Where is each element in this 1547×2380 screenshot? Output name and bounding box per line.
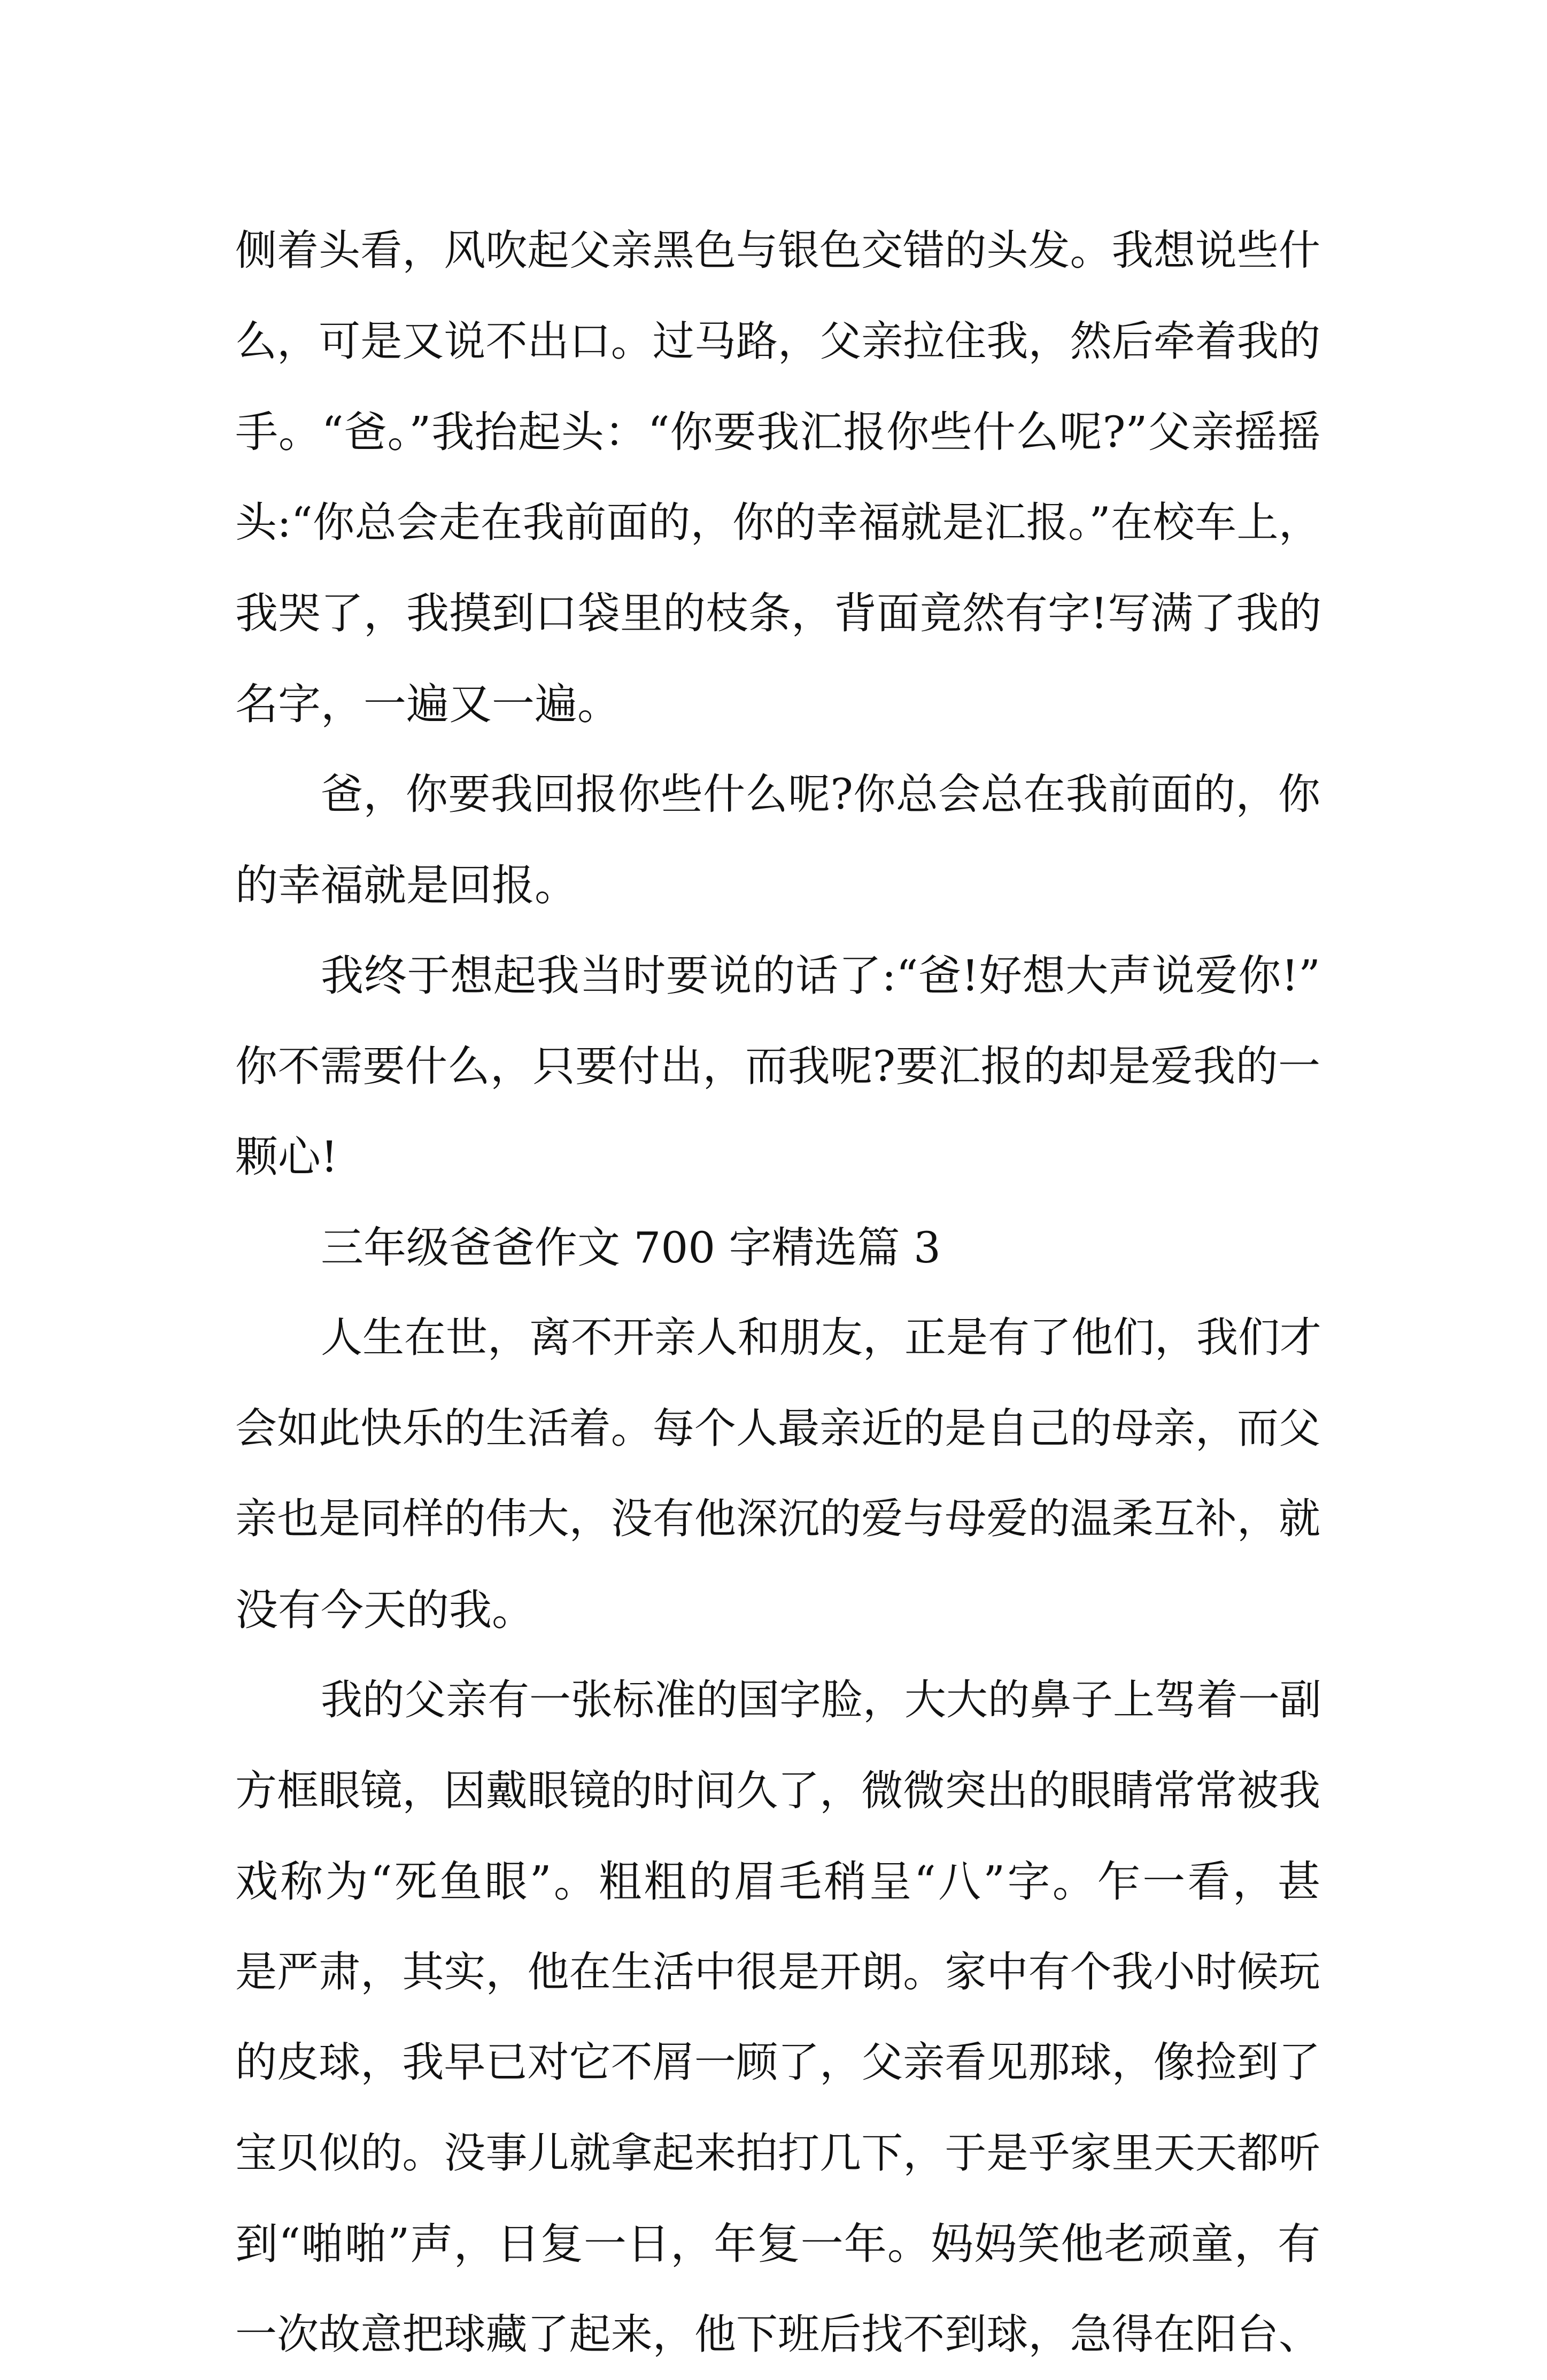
text-line: 一次故意把球藏了起来，他下班后找不到球，急得在阳台、 [235, 2290, 1320, 2380]
text-line: 么，可是又说不出口。过马路，父亲拉住我，然后牵着我的 [235, 297, 1320, 387]
text-line: 名字，一遍又一遍。 [235, 659, 1320, 750]
text-line: 方框眼镜，因戴眼镜的时间久了，微微突出的眼睛常常被我 [235, 1746, 1320, 1837]
text-line: 颗心! [235, 1112, 1320, 1203]
text-line: 的幸福就是回报。 [235, 840, 1320, 931]
text-line: 侧着头看，风吹起父亲黑色与银色交错的头发。我想说些什 [235, 206, 1320, 297]
text-line: 你不需要什么，只要付出，而我呢?要汇报的却是爱我的一 [235, 1021, 1320, 1112]
text-line: 会如此快乐的生活着。每个人最亲近的是自己的母亲，而父 [235, 1384, 1320, 1475]
text-line: 爸，你要我回报你些什么呢?你总会总在我前面的，你 [235, 749, 1320, 840]
text-line: 手。“爸。”我抬起头：“你要我汇报你些什么呢?”父亲摇摇 [235, 387, 1320, 478]
text-line: 头:“你总会走在我前面的，你的幸福就是汇报。”在校车上， [235, 478, 1320, 569]
document-body [235, 206, 1320, 2380]
text-line: 人生在世，离不开亲人和朋友，正是有了他们，我们才 [235, 1293, 1320, 1384]
text-line: 我终于想起我当时要说的话了:“爸!好想大声说爱你!” [235, 931, 1320, 1021]
text-line: 到“啪啪”声，日复一日，年复一年。妈妈笑他老顽童，有 [235, 2199, 1320, 2290]
text-line: 是严肃，其实，他在生活中很是开朗。家中有个我小时候玩 [235, 1927, 1320, 2018]
text-line: 我的父亲有一张标准的国字脸，大大的鼻子上驾着一副 [235, 1655, 1320, 1746]
text-line: 没有今天的我。 [235, 1565, 1320, 1656]
text-line: 我哭了，我摸到口袋里的枝条，背面竟然有字!写满了我的 [235, 568, 1320, 659]
text-line: 戏称为“死鱼眼”。粗粗的眉毛稍呈“八”字。乍一看，甚 [235, 1836, 1320, 1927]
text-line: 宝贝似的。没事儿就拿起来拍打几下，于是乎家里天天都听 [235, 2108, 1320, 2199]
text-line: 的皮球，我早已对它不屑一顾了，父亲看见那球，像捡到了 [235, 2018, 1320, 2108]
section-heading: 三年级爸爸作文 700 字精选篇 3 [235, 1203, 1320, 1293]
text-line: 亲也是同样的伟大，没有他深沉的爱与母爱的温柔互补，就 [235, 1474, 1320, 1565]
